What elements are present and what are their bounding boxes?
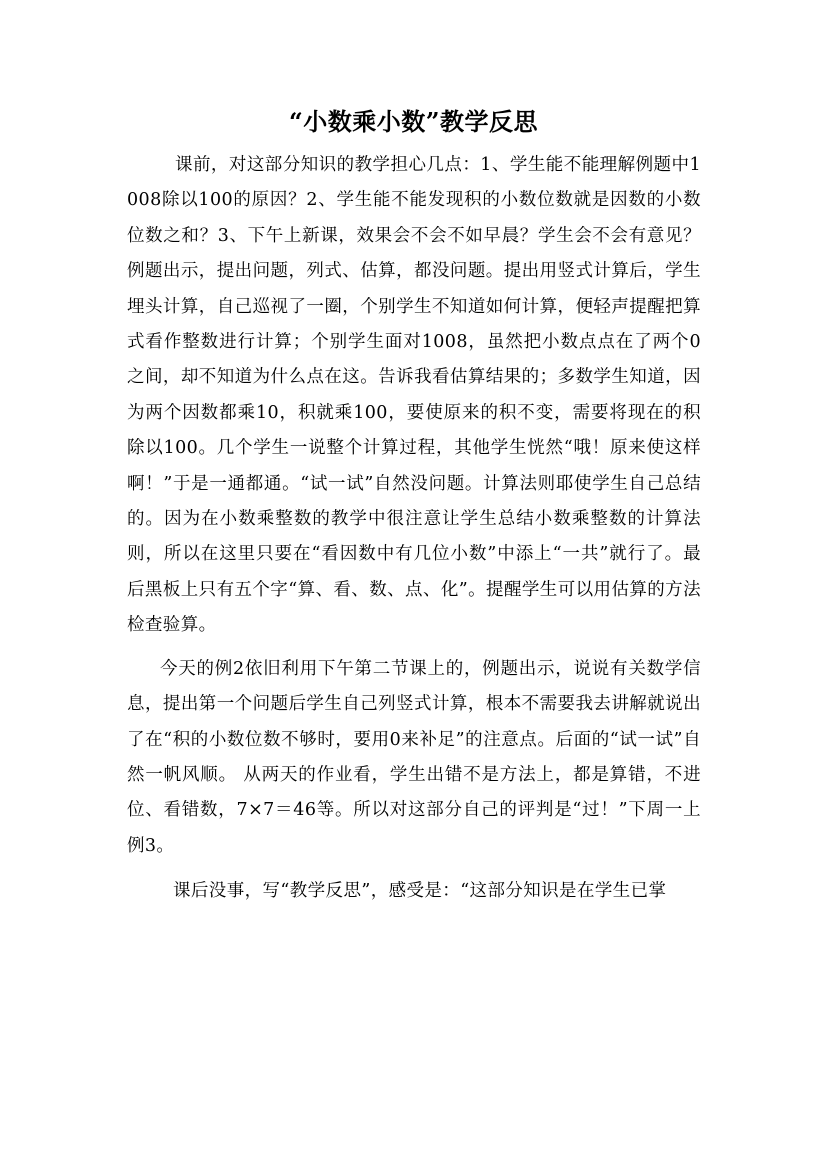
paragraph-1: 课前，对这部分知识的教学担心几点：1、学生能不能理解例题中1008除以100的原因？2、学生能不能发现积的小数位数就是因数的小数位数之和？3、下午上新课，效果会不会不如早晨？学生会不会有意见？ 例题出示，提出问题，列式、估算，都没问题。提出用竖式计算后，学生埋头计算，自己巡视了一圈，个别学生不知道如何计算，便轻声提醒把算式看作整数进行计算；个别学生面对1008，虽然把小数点点在了两个0之间，却不知道为什么点在这。告诉我看估算结果的；多数学生知道，因为两个因数都乘10，积就乘100，要使原来的积不变，需要将现在的积除以100。几个学生一说整个计算过程，其他学生恍然“哦！原来使这样啊！”于是一通都通。“试一试”自然没问题。计算法则耶使学生自己总结的。因为在小数乘整数的教学中很注意让学生总结小数乘整数的计算法则，所以在这里只要在“看因数中有几位小数”中添上“一共”就行了。最后黑板上只有五个字“算、看、数、点、化”。提醒学生可以用估算的方法检查验算。 xyxy=(127,155,701,636)
paragraph-2: 今天的例2依旧利用下午第二节课上的，例题出示，说说有关数学信息，提出第一个问题后学生自己列竖式计算，根本不需要我去讲解就说出了在“积的小数位数不够时，要用0来补足”的注意点。后面的“试一试”自然一帆风顺。 从两天的作业看，学生出错不是方法上，都是算错，不进位、看错数，7×7＝46等。所以对这部分自己的评判是“过！”下周一上例3。 xyxy=(127,658,701,856)
paragraph-3: 课后没事，写“教学反思”，感受是：“这部分知识是在学生已掌 xyxy=(173,881,667,902)
document-title: “小数乘小数”教学反思 xyxy=(288,107,539,136)
document-body xyxy=(127,148,701,910)
